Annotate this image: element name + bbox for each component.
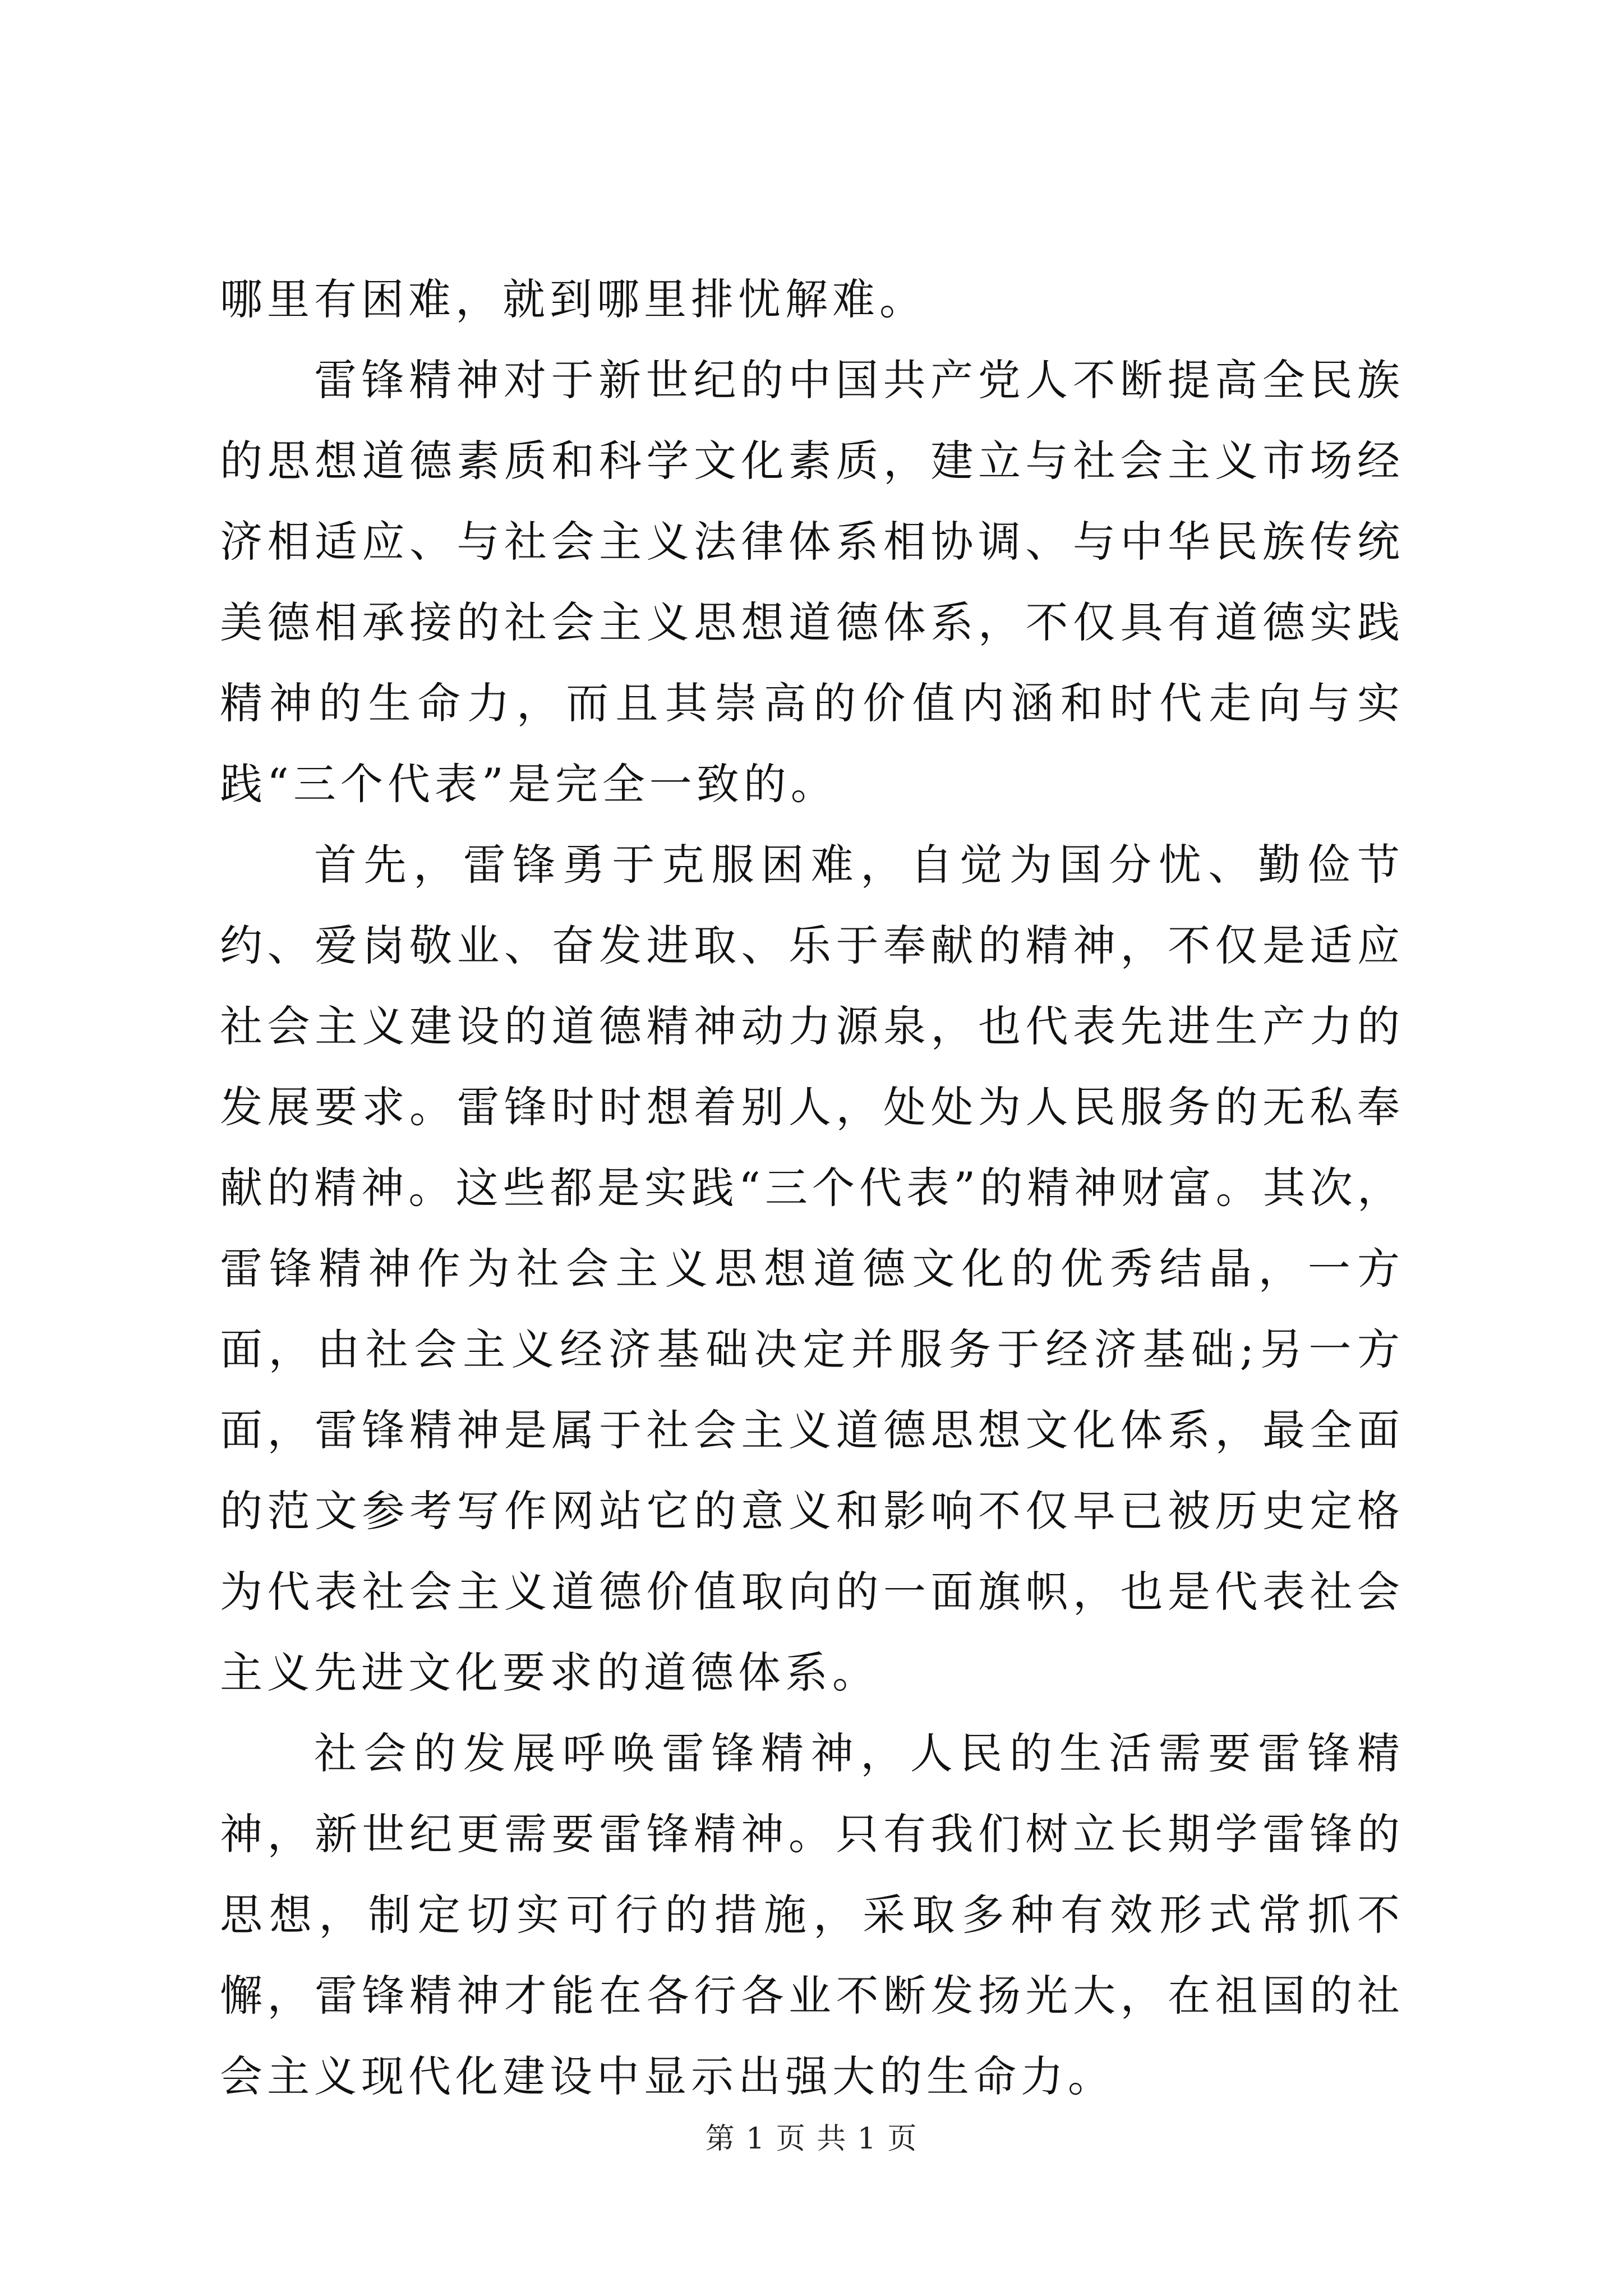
paragraph-3: 首先，雷锋勇于克服困难，自觉为国分忧、勤俭节约、爱岗敬业、奋发进取、乐于奉献的精神，不仅是适应社会主义建设的道德精神动力源泉，也代表先进生产力的发展要求。雷锋时时想着别人，处处为人民服务的无私奉献的精神。这些都是实践“三个代表”的精神财富。其次，雷锋精神作为社会主义思想道德文化的优秀结晶，一方面，由社会主义经济基础决定并服务于经济基础;另一方面，雷锋精神是属于社会主义道德思想文化体系，最全面的范文参考写作网站它的意义和影响不仅早已被历史定格为代表社会主义道德价值取向的一面旗帜，也是代表社会主义先进文化要求的道德体系。 — [220, 840, 1404, 1697]
document-body — [220, 259, 1404, 2117]
paragraph-2: 雷锋精神对于新世纪的中国共产党人不断提高全民族的思想道德素质和科学文化素质，建立与社会主义市场经济相适应、与社会主义法律体系相协调、与中华民族传统美德相承接的社会主义思想道德体系，不仅具有道德实践精神的生命力，而且其崇高的价值内涵和时代走向与实践“三个代表”是完全一致的。 — [220, 355, 1404, 809]
page-footer: 第 1 页 共 1 页 — [705, 2122, 918, 2156]
paragraph-1: 哪里有困难，就到哪里排忧解难。 — [220, 274, 926, 324]
paragraph-4: 社会的发展呼唤雷锋精神，人民的生活需要雷锋精神，新世纪更需要雷锋精神。只有我们树立长期学雷锋的思想，制定切实可行的措施，采取多种有效形式常抓不懈，雷锋精神才能在各行各业不断发扬光大，在祖国的社会主义现代化建设中显示出强大的生命力。 — [220, 1728, 1404, 2101]
